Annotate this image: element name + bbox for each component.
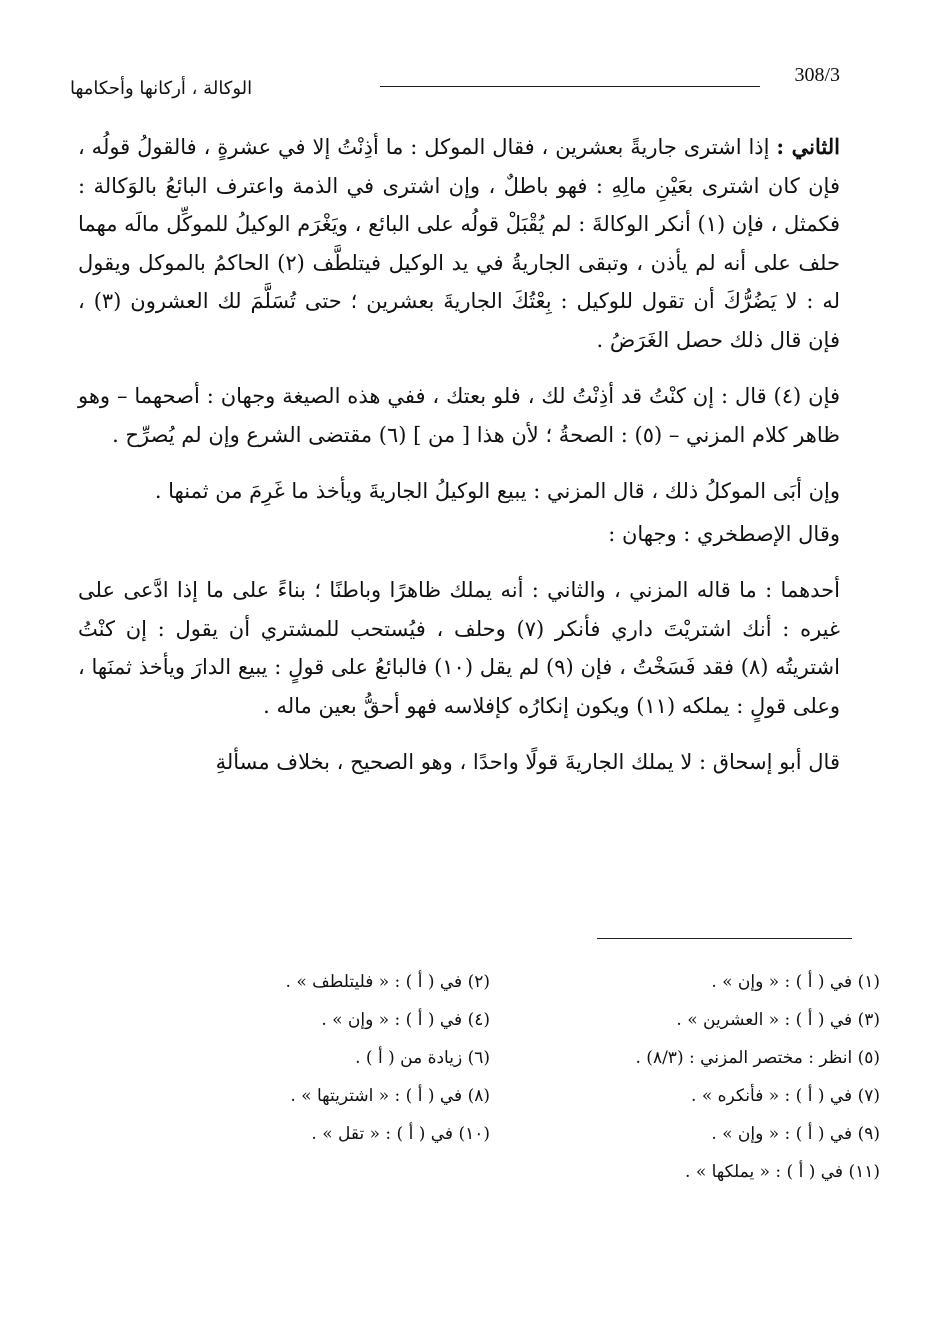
footnote-11: (١١) في ( أ ) : « يملكها » . [685,1162,880,1182]
footnote-4: (٤) في ( أ ) : « وإن » . [321,1010,490,1030]
paragraph-6: قال أبو إسحاق : لا يملك الجاريةَ قولًا واحدًا ، وهو الصحيح ، بخلاف مسألةِ [215,750,840,774]
running-title: الوكالة ، أركانها وأحكامها [70,78,253,99]
footnote-separator [597,938,852,939]
header-rule [380,86,760,87]
page-header [70,64,850,100]
footnote-9: (٩) في ( أ ) : « وإن » . [711,1124,880,1144]
paragraph-3: وإن أبَى الموكلُ ذلك ، قال المزني : يبيع الوكيلُ الجاريةَ ويأخذ ما غَرِمَ من ثمنها . [154,479,840,503]
footnote-2: (٢) في ( أ ) : « فليتلطف » . [285,972,490,992]
paragraph-2: فإن (٤) قال : إن كنْتُ قد أذِنْتُ لك ، فلو بعتك ، ففي هذه الصيغة وجهان : أصحهما – وهو ظاهر كلام المزني – (٥) : الصحةُ ؛ لأن هذا [ من ] (٦) مقتضى الشرع وإن لم يُصرِّح . [78,384,841,447]
footnote-10: (١٠) في ( أ ) : « تقل » . [311,1124,490,1144]
main-text [78,128,840,800]
footnote-1: (١) في ( أ ) : « وإن » . [711,972,880,992]
paragraph-5: أحدهما : ما قاله المزني ، والثاني : أنه يملك ظاهرًا وباطنًا ؛ بناءً على ما إذا ادَّعى على غيره : أنك اشتريْتَ داري فأنكر (٧) وحلف ، فيُستحب للمشتري أن يقول : إن كنْتُ اشتريتُه (٨) فقد فَسَخْتُ ، فإن (٩) لم يقل (١٠) فالبائعُ على قولٍ : يبيع الدارَ ويأخذ ثمنَها ، وعلى قولٍ : يملكه (١١) ويكون إنكارُه كإفلاسه فهو أحقُّ بعين ماله . [78,578,841,718]
paragraph-1-text: إذا اشترى جاريةً بعشرين ، فقال الموكل : ما أذِنْتُ إلا في عشرةٍ ، فالقولُ قولُه ، فإن كان اشترى بعَيْنِ مالِهِ : فهو باطلٌ ، وإن اشترى في الذمة واعترف البائعُ بالوَكالة : فكمثل ، فإن (١) أنكر الوكالةَ : لم يُقْبَلْ قولُه على البائع ، ويَغْرَم الوكيلُ للموكِّل مالَه مهما حلف على أنه لم يأذن ، وتبقى الجاريةُ في يد الوكيل فيتلطَّف (٢) الحاكمُ بالموكل ويقول له : لا يَضُرُّكَ أن تقول للوكيل : بِعْتُكَ الجاريةَ بعشرين ؛ حتى تُسَلَّمَ لك العشرون (٣) ، فإن قال ذلك حصل الغَرَضُ . [78,135,840,352]
footnote-8: (٨) في ( أ ) : « اشتريتها » . [290,1086,490,1106]
footnote-3: (٣) في ( أ ) : « العشرين » . [676,1010,880,1030]
footnotes [140,972,880,1182]
paragraph-4: وقال الإصطخري : وجهان : [608,521,840,546]
footnote-7: (٧) في ( أ ) : « فأنكره » . [691,1086,880,1106]
footnote-5: (٥) انظر : مختصر المزني : (٨/٣) . [635,1048,880,1068]
paragraph-lead: الثاني : [776,134,840,159]
footnote-6: (٦) زيادة من ( أ ) . [355,1048,490,1068]
paragraph-1 [78,128,840,359]
page-number: 308/3 [794,64,840,86]
